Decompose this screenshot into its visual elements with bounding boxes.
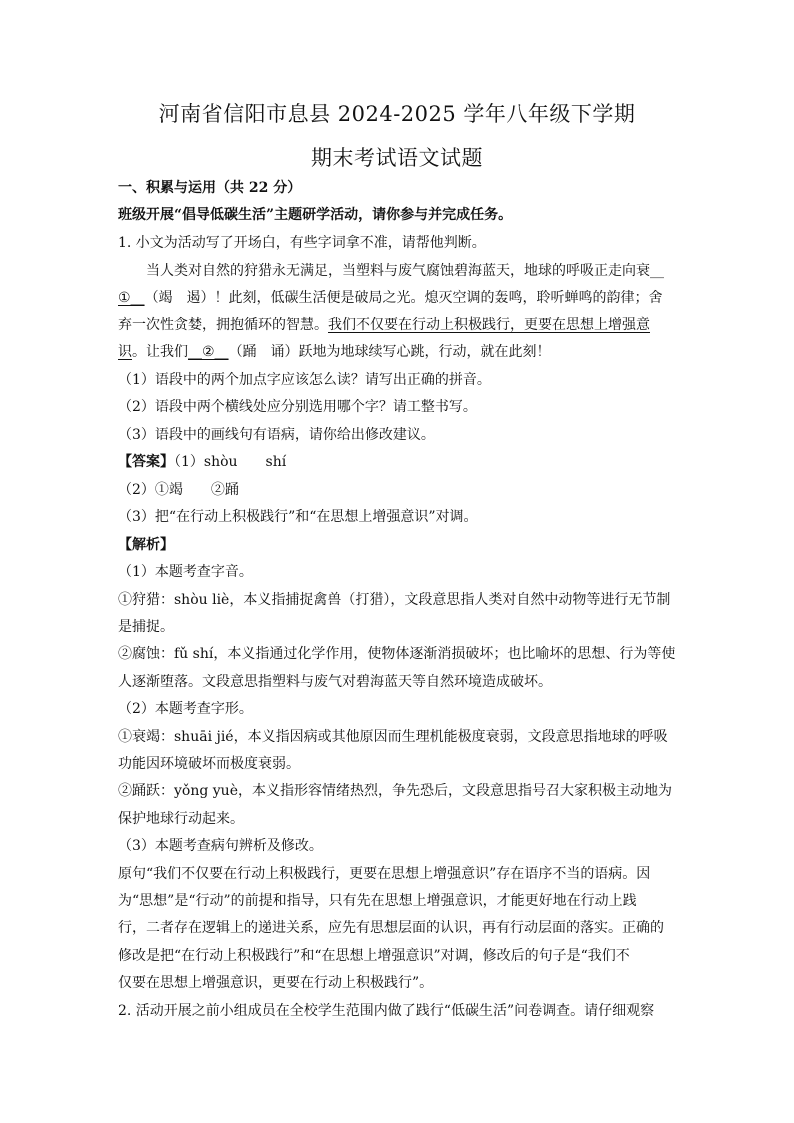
passage-line-4-text-b: （踊 诵）跃地为地球续写心跳，行动，就在此刻！ (228, 344, 551, 360)
question-2: 2. 活动开展之前小组成员在全校学生范围内做了践行“低碳生活”问卷调查。请仔细观察 (118, 1003, 655, 1019)
passage-line-3-text: 弃一次性贪婪，拥抱循环的智慧。 (118, 317, 328, 333)
blank-2: __②__ (188, 344, 229, 360)
analysis-line: ①衰竭：shuāi jié，本义指因病或其他原因而生理机能极度衰弱，文段意思指地球的呼吸 (118, 729, 668, 745)
analysis-line: （1）本题考查字音。 (118, 564, 253, 580)
passage-line-4 (118, 342, 678, 362)
underlined-sentence-part2: 识 (118, 344, 132, 360)
analysis-line: 仅要在思想上增强意识，更要在行动上积极践行”。 (118, 975, 434, 991)
analysis-line: （2）本题考查字形。 (118, 701, 253, 717)
sub-question-2: （2）语段中两个横线处应分别选用哪个字？请工整书写。 (118, 399, 477, 415)
analysis-line: （3）本题考查病句辨析及修改。 (118, 838, 323, 854)
passage-line-2-text: （竭 遏）！此刻，低碳生活便是破局之光。熄灭空调的轰鸣，聆听蝉鸣的韵律；舍 (144, 290, 663, 306)
document-title-line1: 河南省信阳市息县 2024-2025 学年八年级下学期 (158, 102, 636, 126)
passage-line-3 (118, 315, 678, 335)
analysis-line: ②踊跃：yǒng yuè，本义指形容情绪热烈，争先恐后，文段意思指号召大家积极主动地为 (118, 783, 672, 799)
analysis-line: ②腐蚀：fǔ shí，本义指通过化学作用，使物体逐渐消损破坏；也比喻坏的思想、行为等使 (118, 646, 676, 662)
answer-1: （1）shòu shí (174, 454, 287, 470)
analysis-line: 保护地球行动起来。 (118, 811, 244, 827)
analysis-line: 功能因环境破坏而极度衰弱。 (118, 756, 300, 772)
analysis-line: 行，二者存在逻辑上的递进关系，应先有思想层面的认识，再有行动层面的落实。正确的 (118, 920, 664, 936)
analysis-label: 【解析】 (118, 537, 174, 553)
answer-3: （3）把“在行动上积极践行”和“在思想上增强意识”对调。 (118, 509, 478, 525)
analysis-line: 原句“我们不仅要在行动上积极践行，更要在思想上增强意识”存在语序不当的语病。因 (118, 866, 651, 882)
answer-label: 【答案】 (118, 454, 174, 470)
answer-line-1 (118, 452, 678, 472)
document-title-line2: 期末考试语文试题 (311, 146, 483, 170)
passage-line-1: 当人类对自然的狩猎永无满足，当塑料与废气腐蚀碧海蓝天，地球的呼吸正走向衰__ (146, 263, 664, 279)
blank-1: ①__ (118, 290, 145, 306)
section-heading: 一、积累与运用（共 22 分） (118, 180, 302, 196)
passage-line-2 (118, 288, 678, 308)
sub-question-1: （1）语段中的两个加点字应该怎么读？请写出正确的拼音。 (118, 372, 491, 388)
analysis-line: 为“思想”是“行动”的前提和指导，只有先在思想上增强意识，才能更好地在行动上践 (118, 893, 637, 909)
analysis-line: 人逐渐堕落。文段意思指塑料与废气对碧海蓝天等自然环境造成破坏。 (118, 674, 552, 690)
analysis-line: 修改是把“在行动上积极践行”和“在思想上增强意识”对调，修改后的句子是“我们不 (118, 948, 630, 964)
question-1: 1. 小文为活动写了开场白，有些字词拿不准，请帮他判断。 (118, 235, 486, 251)
underlined-sentence-part1: 我们不仅要在行动上积极践行，更要在思想上增强意 (328, 317, 650, 333)
sub-question-3: （3）语段中的画线句有语病，请你给出修改建议。 (118, 427, 435, 443)
passage-line-4-text-a: 。让我们 (132, 344, 188, 360)
section-intro: 班级开展“倡导低碳生活”主题研学活动，请你参与并完成任务。 (118, 207, 513, 223)
analysis-line: ①狩猎：shòu liè，本义指捕捉禽兽（打猎），文段意思指人类对自然中动物等进行无节制 (118, 592, 671, 608)
answer-2: （2）①竭 ②踊 (118, 482, 239, 498)
analysis-line: 是捕捉。 (118, 619, 174, 635)
